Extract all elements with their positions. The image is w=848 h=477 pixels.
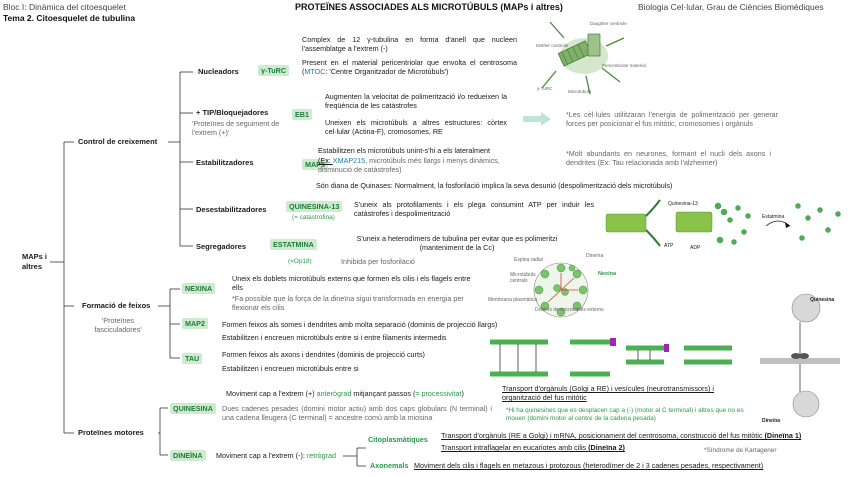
fig-atp: ATP	[664, 243, 674, 249]
fig-quinesina13: Quinesina-13	[668, 201, 698, 207]
feixos-title: Formació de feixos	[82, 301, 151, 310]
tau-tag: TAU	[182, 353, 202, 364]
cito-text-1: Transport d'orgànuls (RE a Golgi) i mRNA, posicionament del centrosoma, construcció del fus mitòtic (Dineïna 1)	[441, 431, 802, 440]
segreg-inhib: Inhibida per fosforilació	[341, 257, 415, 266]
quinesina-line1: Moviment cap a l'extrem (+) anterògrad mitjançant passos (= processivitat)	[226, 389, 464, 398]
maps-tag: MAPs	[302, 159, 328, 170]
map2-text-2: Estabilitzen i encreuen microtúbuls entre si i entre filaments intermedis	[222, 333, 447, 342]
depolymerization-figure	[598, 196, 848, 251]
header-left-1: Bloc I: Dinàmica del citoesquelet	[3, 2, 126, 12]
nucleadors-text-2: Present en el material pericentriolar que envolta el centrosoma (MTOC: 'Centre Organitzador de Microtúbuls')	[302, 58, 517, 76]
feixos-sub: 'Proteïnes fasciculadores'	[94, 316, 142, 334]
quinesina-transport: Transport d'orgànuls (Golgi a RE) i vesícules (neurotransmissors) i organització del fus mitòtic	[502, 384, 715, 402]
fig-nexina: Nexina	[598, 271, 617, 277]
sindrome-note: *Síndrome de Kartagener	[704, 447, 777, 454]
eb1-tag: EB1	[292, 109, 312, 120]
fig-mother-centriole: Mother centriole	[536, 43, 569, 48]
catastrofina-sub: (= catastrofina)	[292, 214, 335, 221]
estab-label: Estabilitzadores	[196, 158, 254, 167]
quinesina-note: *Hi ha quinesines que es desplacen cap a (-) (motor al C terminal) i altres que no es mouen (domini motor al centre de la cadena pesada)	[506, 407, 744, 422]
map2-text-1: Formen feixos als somes i dendrites amb molta separació (dominis de projecció llargs)	[222, 320, 498, 329]
root-label-2: altres	[22, 262, 43, 271]
quinesina13-tag: QUINESINA-13	[286, 201, 342, 212]
fig-espina-radial: Espina radial	[514, 257, 543, 263]
fig-microtubule: Microtubule	[568, 89, 592, 94]
fig-pericentriolar: Pericentriolar material	[602, 63, 646, 68]
centrosome-figure	[536, 16, 626, 96]
nucleadors-label: Nucleadors	[198, 67, 239, 76]
segreg-text: S'uneix a heterodímers de tubulina per evitar que es polimeritzi (manteniment de la Cc)	[356, 234, 558, 252]
fig-gamma-turc: γ-TuRC	[537, 86, 553, 91]
estab-note: *Molt abundants en neurones, formant el nucli dels axons i dendrites (Ex: Tau relacionada amb l'alzheimer)	[566, 149, 771, 167]
tau-text-1: Formen feixos als axons i dendrites (dominis de projecció curts)	[222, 350, 425, 359]
header-left-2: Tema 2. Citoesquelet de tubulina	[3, 13, 136, 23]
page-title: PROTEÏNES ASSOCIADES ALS MICROTÚBULS (MAPs i altres)	[295, 2, 563, 12]
fig-quinesina: Quinesina	[810, 297, 835, 303]
nexina-note: *Fa possible que la força de la dineïna sigui transformada en energia per flexionar els cilis	[232, 294, 464, 312]
cito-label: Citoplasmàtiques	[368, 435, 428, 444]
quinesina-text: Dues cadenes pesades (domini motor actiu) amb dos caps globulars (N terminal) i una cadena lleugera (C terminal) = ancestre comú amb la miosina	[222, 404, 492, 422]
segreg-label: Segregadores	[196, 242, 247, 251]
tip-note: *Les cèl·lules utilitzaran l'energia de polimerització per generar forces per posicionar el fus mitòtic, cromosomes i orgànuls	[566, 110, 778, 128]
quinesina-tag: QUINESINA	[170, 403, 216, 414]
nexina-tag: NEXINA	[182, 283, 215, 294]
desestab-text: S'uneix als protofilaments i els plega consumint ATP per induir les catàstrofes i despolimerització	[354, 200, 594, 218]
fig-membrana-plasmatica: Membrana plasmàtica	[488, 297, 538, 303]
tau-text-2: Estabilitzen i encreuen microtúbuls entre si	[222, 364, 359, 373]
estab-text-2: (Ex: XMAP215, microtúbuls més llargs i menys dinàmics, disminució de catàstrofes)	[318, 156, 500, 174]
fig-estatmina: Estatmina	[762, 214, 785, 220]
dineina-tag: DINEÏNA	[170, 450, 206, 461]
fig-microtubuls-centrals: Microtúbuls centrals	[510, 272, 536, 284]
control-title: Control de creixement	[78, 137, 158, 146]
fig-daughter-centriole: Daughter centriole	[590, 21, 627, 26]
quinases-text: Són diana de Quinases: Normalment, la fosforilació implica la seva desunió (despolimerització dels microtúbuls)	[316, 181, 673, 190]
estab-text-1: Estabilitzen els microtúbuls unint-s'hi a els lateralment	[318, 146, 490, 155]
fig-dineina: Dineïna	[762, 418, 781, 424]
fig-adp: ADP	[690, 245, 701, 251]
op18-sub: (=Op18)	[288, 258, 312, 265]
map2-tau-figure	[488, 334, 738, 384]
map2-tag: MAP2	[182, 318, 208, 329]
cito-text-2: Transport intraflagelar en eucariotes amb cilis (Dineïna 2)	[441, 443, 625, 452]
axo-text: Moviment dels cilis i flagels en metazous i protozous (heterodímer de 2 i 3 cadenes pesades, respectivament)	[414, 461, 764, 470]
header-right: Biologia Cel·lular, Grau de Ciències Biomèdiques	[638, 2, 824, 12]
motor-proteins-figure	[760, 292, 840, 422]
nexina-text: Uneix els doblets microtúbuls externs que formen els cilis i els flagels entre ells	[232, 274, 471, 292]
tip-text-1: Augmenten la velocitat de polimerització i/o redueixen la freqüència de les catàstrofes	[325, 92, 507, 110]
axo-label: Axonemals	[370, 461, 409, 470]
gamma-turc-tag: γ-TuRC	[258, 65, 289, 76]
fig-dineina-c: Dineïna	[586, 253, 604, 259]
tip-sub: 'Proteïnes de seguiment de l'extrem (+)'	[192, 119, 280, 137]
root-label-1: MAPs i	[22, 252, 48, 261]
fig-doblets-externs: Doblets de microtúbuls externs	[535, 307, 604, 313]
tip-text-2: Uneixen els microtúbuls a altres estructures: còrtex cel·lular (Actina-F), cromosomes, RE	[325, 118, 507, 136]
estatmina-tag: ESTATMINA	[270, 239, 317, 250]
desestab-label: Desestabilitzadores	[196, 205, 267, 214]
dineina-line1: Moviment cap a l'extrem (-): retrògrad	[216, 451, 337, 460]
tip-label: + TIP/Bloquejadores	[196, 108, 269, 117]
motors-title: Proteïnes motores	[78, 428, 144, 437]
arrow-icon	[523, 112, 553, 126]
nucleadors-text-1: Complex de 12 γ-tubulina en forma d'anell que nucleen l'assemblatge a l'extrem (-)	[302, 35, 517, 53]
